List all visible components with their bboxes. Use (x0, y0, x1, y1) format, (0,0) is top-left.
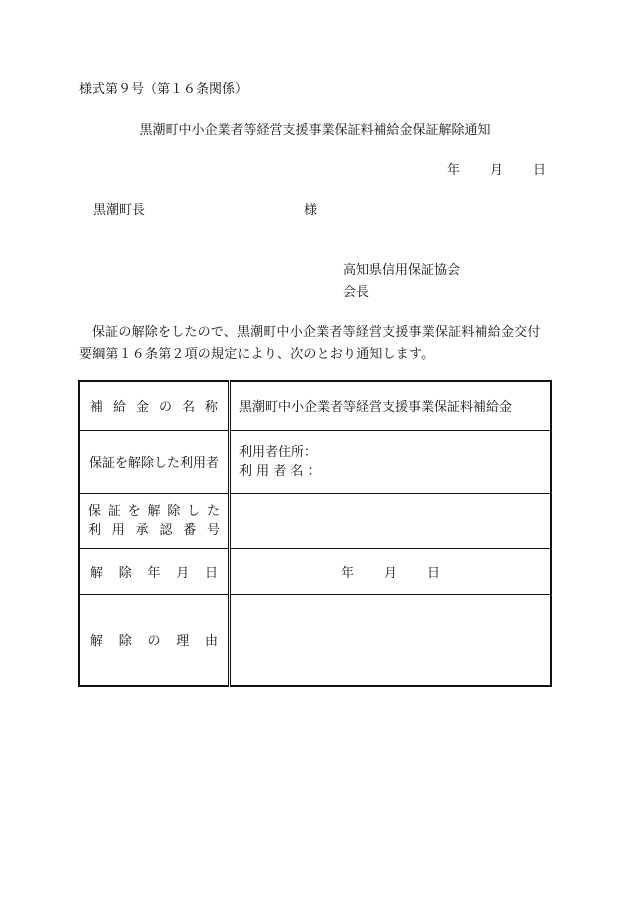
label-char: 解 (90, 565, 104, 581)
label-char: 認 (159, 522, 173, 538)
label-chars (80, 396, 228, 415)
label-char: 利 (88, 522, 102, 538)
year-label: 年 (340, 565, 354, 581)
year-label: 年 (447, 163, 461, 178)
label-char: 承 (135, 522, 149, 538)
day-label: 日 (427, 565, 441, 581)
subsidy-name-text: 黒潮町中小企業者等経営支援事業保証料補給金 (239, 400, 513, 416)
label-char: 理 (176, 634, 190, 650)
addressee-name: 黒潮町長 (93, 203, 146, 218)
label-char: 称 (204, 400, 218, 416)
label-char: た (206, 503, 220, 519)
release-date-value (230, 548, 552, 594)
label-chars (80, 630, 228, 649)
label-line-2 (80, 521, 228, 540)
label-char: 証 (107, 503, 121, 519)
label-char: 月 (176, 565, 190, 581)
month-label: 月 (490, 163, 504, 178)
released-user-fields (231, 443, 550, 481)
issue-date (447, 164, 546, 177)
release-date-fields (231, 562, 550, 581)
label-char: の (158, 400, 172, 416)
label-char: 給 (112, 400, 126, 416)
release-date-label (79, 548, 230, 594)
released-user-label-text: 保証を解除した利用者 (88, 456, 219, 471)
label-char: 除 (167, 503, 181, 519)
label-char: 番 (183, 522, 197, 538)
approval-number-label (79, 493, 230, 548)
label-char: 由 (204, 634, 218, 650)
released-user-value (230, 430, 552, 493)
subsidy-name-value (230, 381, 552, 430)
label-char: 名 (181, 400, 195, 416)
label-char: 除 (118, 634, 132, 650)
label-char: 解 (90, 634, 104, 650)
label-char: 除 (118, 565, 132, 581)
body-paragraph: 保証の解除をしたので、黒潮町中小企業者等経営支援事業保証料補給金交付要綱第１６条第２項の規定により、次のとおり通知します。 (79, 325, 541, 362)
info-table (78, 380, 552, 687)
document-title: 黒潮町中小企業者等経営支援事業保証料補給金保証解除通知 (139, 123, 491, 138)
label-char: 保 (88, 503, 102, 519)
user-name-field: 利 用 者 名 ： (239, 463, 321, 479)
sender-organization: 高知県信用保証協会 (343, 263, 461, 278)
approval-number-value (230, 493, 552, 548)
day-label: 日 (533, 163, 547, 178)
label-char: 号 (206, 522, 220, 538)
release-reason-label (79, 594, 230, 686)
label-line-1 (80, 502, 228, 521)
sender-title: 会長 (343, 285, 370, 300)
label-char: 解 (147, 503, 161, 519)
table-row (79, 493, 551, 548)
label-char: 用 (111, 522, 125, 538)
label-char: の (147, 634, 161, 650)
label-chars (80, 562, 228, 581)
table-row (79, 430, 551, 493)
label-char: 日 (204, 565, 218, 581)
subsidy-name-label (79, 381, 230, 430)
table-row (79, 548, 551, 594)
form-number: 様式第９号（第１６条関係） (79, 82, 249, 97)
addressee-honorific: 様 (304, 203, 318, 218)
release-reason-value (230, 594, 552, 686)
table-row (79, 381, 551, 430)
label-char: し (187, 503, 201, 519)
label-char: 金 (135, 400, 149, 416)
user-address-field: 利用者住所： (239, 444, 318, 460)
label-char: 年 (147, 565, 161, 581)
label-char: を (127, 503, 141, 519)
released-user-label (79, 430, 230, 493)
month-label: 月 (383, 565, 397, 581)
label-char: 補 (90, 400, 104, 416)
approval-number-label-lines (80, 502, 228, 540)
table-row (79, 594, 551, 686)
